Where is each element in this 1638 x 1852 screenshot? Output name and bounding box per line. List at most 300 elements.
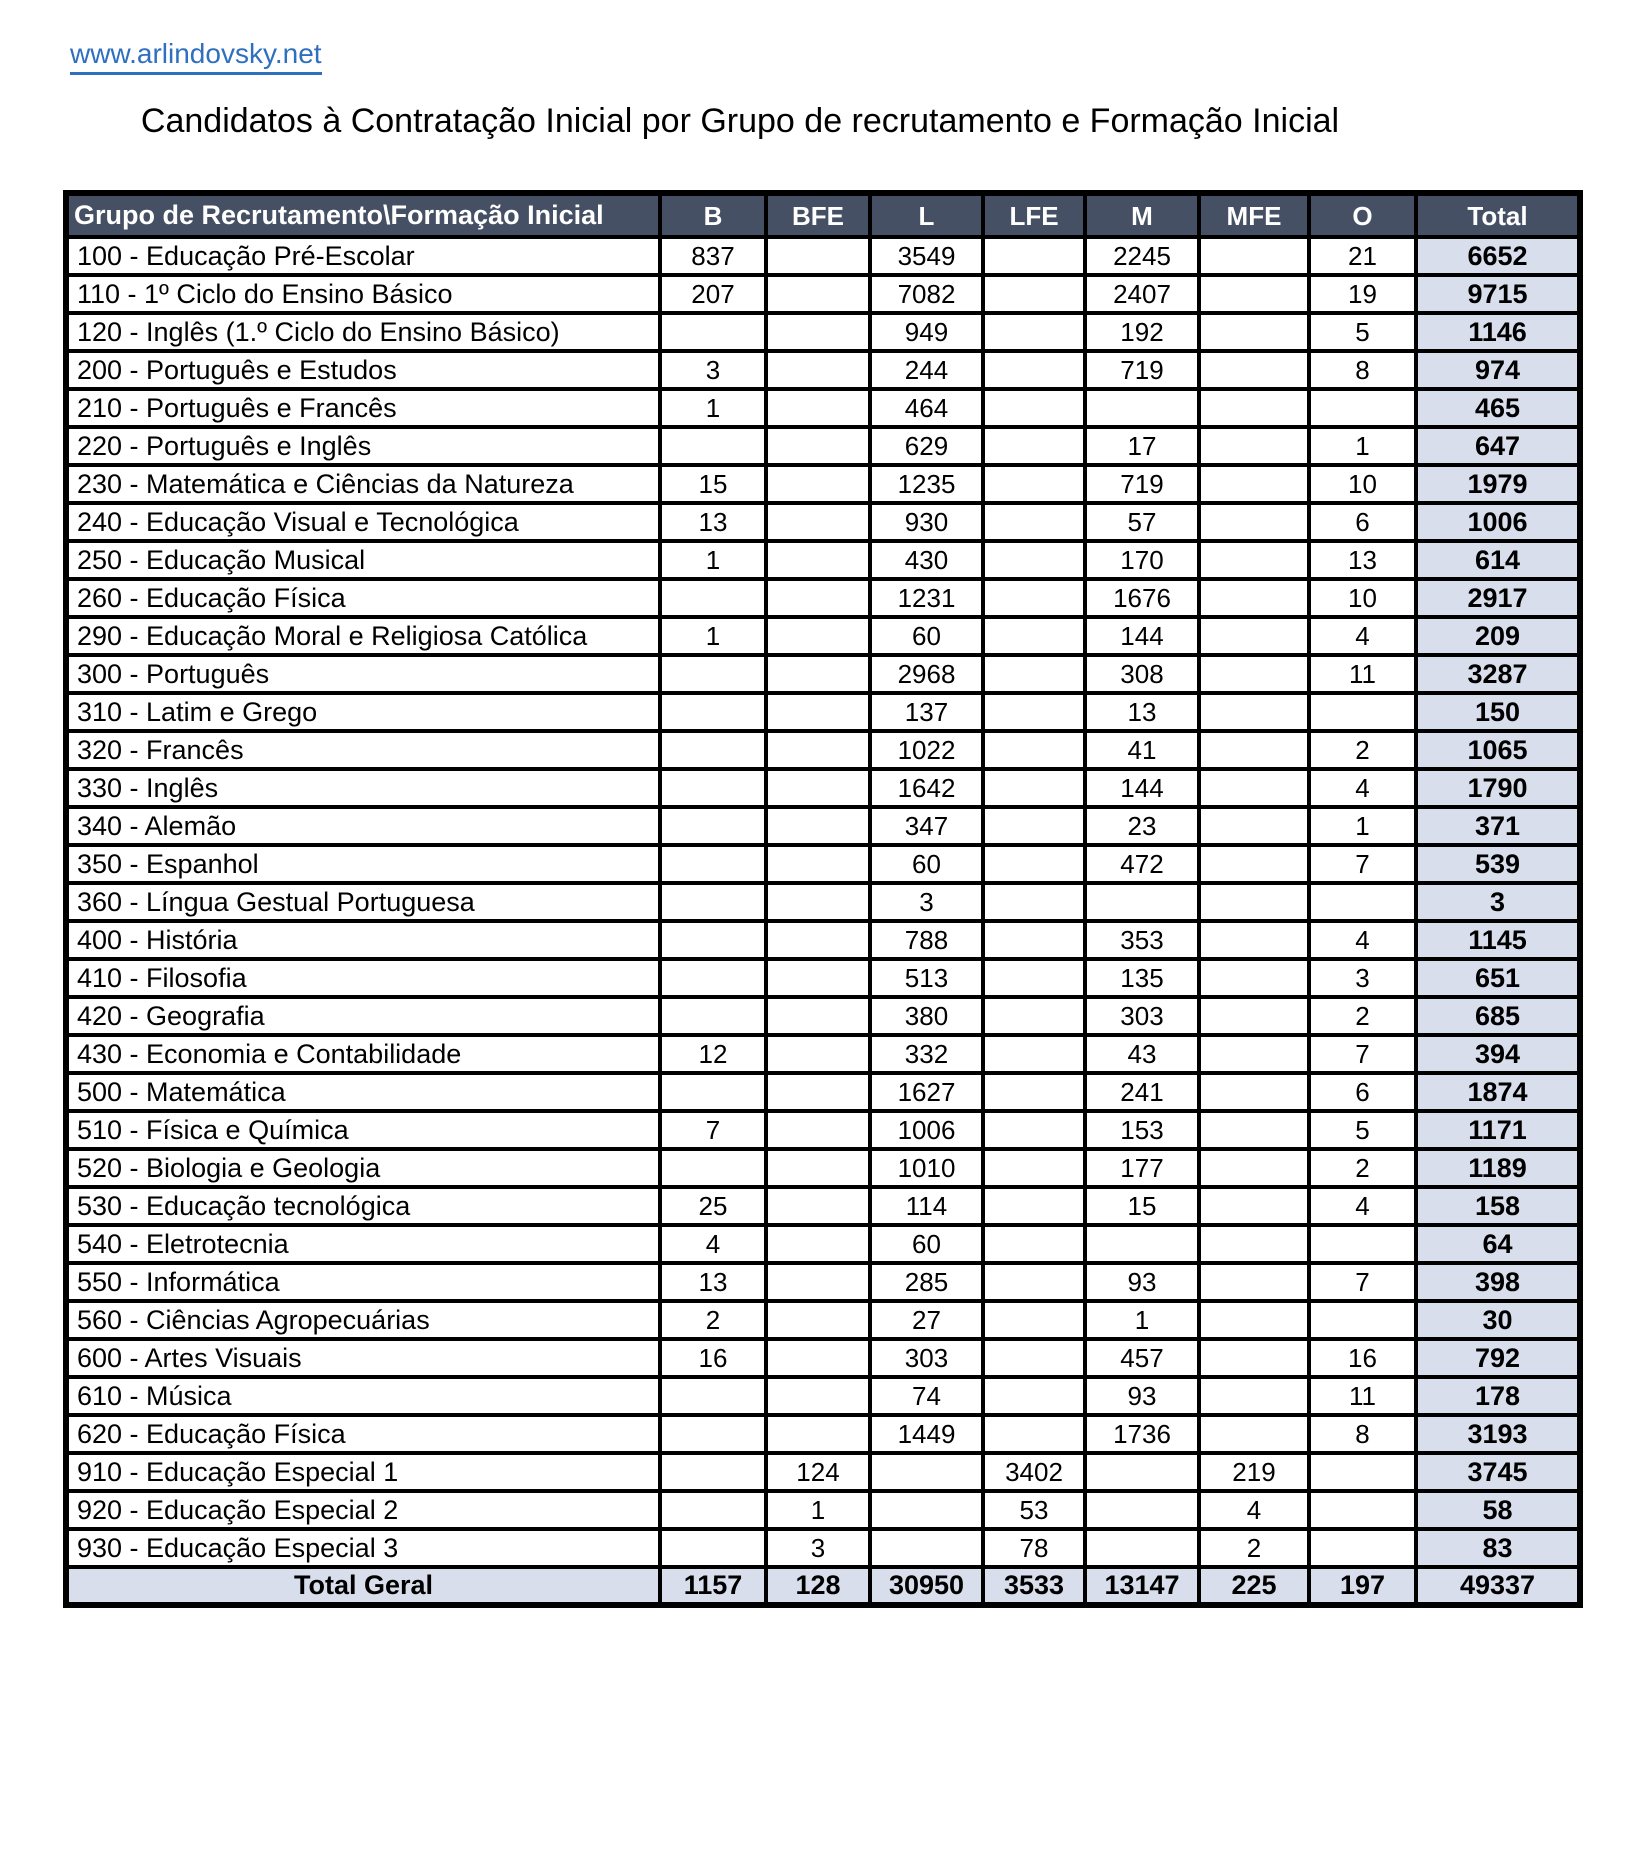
value-cell [766, 1187, 870, 1225]
value-cell [983, 731, 1085, 769]
value-cell: 3 [1309, 959, 1416, 997]
value-cell: 93 [1085, 1377, 1199, 1415]
value-cell: 144 [1085, 617, 1199, 655]
row-total-cell: 3 [1416, 883, 1580, 921]
row-label: 930 - Educação Especial 3 [66, 1529, 660, 1567]
value-cell [766, 997, 870, 1035]
candidates-table [63, 190, 1583, 1608]
row-label: 310 - Latim e Grego [66, 693, 660, 731]
value-cell [1199, 1339, 1309, 1377]
row-label: 360 - Língua Gestual Portuguesa [66, 883, 660, 921]
value-cell: 1449 [870, 1415, 983, 1453]
value-cell [983, 1187, 1085, 1225]
value-cell: 153 [1085, 1111, 1199, 1149]
value-cell: 11 [1309, 655, 1416, 693]
value-cell [766, 1073, 870, 1111]
value-cell: 7 [660, 1111, 766, 1149]
header-cell-total: Total [1416, 193, 1580, 237]
value-cell: 13 [1085, 693, 1199, 731]
value-cell: 17 [1085, 427, 1199, 465]
value-cell [766, 693, 870, 731]
value-cell: 1 [766, 1491, 870, 1529]
row-label: 250 - Educação Musical [66, 541, 660, 579]
value-cell: 2 [1309, 1149, 1416, 1187]
value-cell: 60 [870, 1225, 983, 1263]
row-total-cell: 614 [1416, 541, 1580, 579]
value-cell: 43 [1085, 1035, 1199, 1073]
value-cell [983, 237, 1085, 275]
row-label: 330 - Inglês [66, 769, 660, 807]
value-cell: 60 [870, 617, 983, 655]
value-cell [766, 1415, 870, 1453]
value-cell [983, 427, 1085, 465]
row-total-cell: 178 [1416, 1377, 1580, 1415]
value-cell: 3 [766, 1529, 870, 1567]
value-cell [766, 731, 870, 769]
value-cell [1085, 1529, 1199, 1567]
value-cell [660, 845, 766, 883]
value-cell [660, 921, 766, 959]
value-cell: 1231 [870, 579, 983, 617]
value-cell [1309, 1491, 1416, 1529]
value-cell: 1 [660, 541, 766, 579]
value-cell: 930 [870, 503, 983, 541]
table-row [66, 883, 1580, 921]
value-cell [1199, 1073, 1309, 1111]
row-label: 240 - Educação Visual e Tecnológica [66, 503, 660, 541]
value-cell [1309, 1453, 1416, 1491]
value-cell: 219 [1199, 1453, 1309, 1491]
row-total-cell: 792 [1416, 1339, 1580, 1377]
value-cell [766, 465, 870, 503]
value-cell [766, 579, 870, 617]
value-cell: 7 [1309, 845, 1416, 883]
value-cell: 1006 [870, 1111, 983, 1149]
site-link[interactable]: www.arlindovsky.net [70, 38, 322, 75]
value-cell [766, 807, 870, 845]
value-cell: 8 [1309, 1415, 1416, 1453]
value-cell [1199, 1263, 1309, 1301]
row-label: 510 - Física e Química [66, 1111, 660, 1149]
value-cell: 2407 [1085, 275, 1199, 313]
value-cell: 93 [1085, 1263, 1199, 1301]
value-cell [1199, 465, 1309, 503]
value-cell [983, 389, 1085, 427]
value-cell: 837 [660, 237, 766, 275]
row-total-cell: 1979 [1416, 465, 1580, 503]
value-cell: 788 [870, 921, 983, 959]
row-label: 560 - Ciências Agropecuárias [66, 1301, 660, 1339]
row-total-cell: 9715 [1416, 275, 1580, 313]
table-row [66, 1035, 1580, 1073]
value-cell [766, 313, 870, 351]
row-total-cell: 1874 [1416, 1073, 1580, 1111]
value-cell [983, 1073, 1085, 1111]
value-cell [766, 1225, 870, 1263]
value-cell [1199, 503, 1309, 541]
value-cell: 10 [1309, 579, 1416, 617]
value-cell: 457 [1085, 1339, 1199, 1377]
value-cell [983, 579, 1085, 617]
value-cell: 12 [660, 1035, 766, 1073]
value-cell: 472 [1085, 845, 1199, 883]
value-cell [1199, 579, 1309, 617]
value-cell [1199, 693, 1309, 731]
row-label: 610 - Música [66, 1377, 660, 1415]
table-row [66, 313, 1580, 351]
value-cell: 347 [870, 807, 983, 845]
value-cell: 197 [1309, 1567, 1416, 1605]
row-label: 410 - Filosofia [66, 959, 660, 997]
value-cell [1199, 351, 1309, 389]
value-cell: 5 [1309, 1111, 1416, 1149]
value-cell [766, 275, 870, 313]
value-cell [1199, 1377, 1309, 1415]
value-cell [766, 541, 870, 579]
row-label: 530 - Educação tecnológica [66, 1187, 660, 1225]
value-cell [766, 1301, 870, 1339]
table-row [66, 731, 1580, 769]
value-cell: 244 [870, 351, 983, 389]
value-cell [1309, 883, 1416, 921]
row-label: 210 - Português e Francês [66, 389, 660, 427]
table-row [66, 1339, 1580, 1377]
value-cell: 19 [1309, 275, 1416, 313]
value-cell: 2968 [870, 655, 983, 693]
header-cell-mfe: MFE [1199, 193, 1309, 237]
value-cell: 2 [660, 1301, 766, 1339]
row-total-cell: 394 [1416, 1035, 1580, 1073]
row-label: 910 - Educação Especial 1 [66, 1453, 660, 1491]
value-cell: 4 [1309, 921, 1416, 959]
header-cell-b: B [660, 193, 766, 237]
value-cell [1199, 1035, 1309, 1073]
value-cell: 41 [1085, 731, 1199, 769]
row-label: 350 - Espanhol [66, 845, 660, 883]
value-cell: 719 [1085, 465, 1199, 503]
header-cell-m: M [1085, 193, 1199, 237]
value-cell: 1 [1309, 807, 1416, 845]
value-cell [983, 617, 1085, 655]
value-cell: 3 [870, 883, 983, 921]
value-cell [766, 655, 870, 693]
value-cell: 74 [870, 1377, 983, 1415]
value-cell [1309, 1301, 1416, 1339]
value-cell [983, 465, 1085, 503]
value-cell: 11 [1309, 1377, 1416, 1415]
table-row [66, 465, 1580, 503]
table-row [66, 807, 1580, 845]
value-cell [1199, 389, 1309, 427]
value-cell [766, 237, 870, 275]
value-cell: 16 [660, 1339, 766, 1377]
table-row [66, 1491, 1580, 1529]
header-cell-lfe: LFE [983, 193, 1085, 237]
value-cell [983, 541, 1085, 579]
value-cell: 78 [983, 1529, 1085, 1567]
row-total-cell: 647 [1416, 427, 1580, 465]
value-cell [766, 427, 870, 465]
row-label: 230 - Matemática e Ciências da Natureza [66, 465, 660, 503]
value-cell [1199, 1225, 1309, 1263]
value-cell: 10 [1309, 465, 1416, 503]
value-cell: 464 [870, 389, 983, 427]
value-cell: 1 [660, 389, 766, 427]
value-cell: 1235 [870, 465, 983, 503]
value-cell: 135 [1085, 959, 1199, 997]
value-cell: 2245 [1085, 237, 1199, 275]
value-cell [1199, 731, 1309, 769]
value-cell [660, 883, 766, 921]
value-cell: 7 [1309, 1263, 1416, 1301]
row-total-cell: 1065 [1416, 731, 1580, 769]
page-title: Candidatos à Contratação Inicial por Grupo de recrutamento e Formação Inicial [140, 102, 1340, 140]
value-cell: 1 [1309, 427, 1416, 465]
row-total-cell: 158 [1416, 1187, 1580, 1225]
value-cell [660, 731, 766, 769]
value-cell [1199, 237, 1309, 275]
row-total-cell: 49337 [1416, 1567, 1580, 1605]
value-cell: 2 [1309, 997, 1416, 1035]
value-cell [983, 313, 1085, 351]
value-cell: 1642 [870, 769, 983, 807]
value-cell [1199, 427, 1309, 465]
value-cell: 27 [870, 1301, 983, 1339]
value-cell: 13 [660, 503, 766, 541]
value-cell [660, 1377, 766, 1415]
value-cell [870, 1453, 983, 1491]
value-cell [660, 313, 766, 351]
value-cell [983, 883, 1085, 921]
value-cell: 13147 [1085, 1567, 1199, 1605]
value-cell: 949 [870, 313, 983, 351]
row-label: 300 - Português [66, 655, 660, 693]
value-cell: 15 [660, 465, 766, 503]
value-cell [766, 1149, 870, 1187]
value-cell: 8 [1309, 351, 1416, 389]
value-cell [983, 921, 1085, 959]
table-row [66, 1415, 1580, 1453]
value-cell: 430 [870, 541, 983, 579]
row-label: 520 - Biologia e Geologia [66, 1149, 660, 1187]
row-label: 620 - Educação Física [66, 1415, 660, 1453]
row-total-cell: 465 [1416, 389, 1580, 427]
table-row [66, 1149, 1580, 1187]
table-row [66, 579, 1580, 617]
value-cell [766, 1339, 870, 1377]
value-cell [983, 997, 1085, 1035]
value-cell [766, 1377, 870, 1415]
value-cell: 13 [660, 1263, 766, 1301]
value-cell [660, 1149, 766, 1187]
value-cell [983, 1035, 1085, 1073]
value-cell [983, 845, 1085, 883]
value-cell: 128 [766, 1567, 870, 1605]
value-cell [1199, 275, 1309, 313]
row-label: 500 - Matemática [66, 1073, 660, 1111]
value-cell [983, 351, 1085, 389]
table-row [66, 1377, 1580, 1415]
row-label: 100 - Educação Pré-Escolar [66, 237, 660, 275]
value-cell [983, 1301, 1085, 1339]
row-total-cell: 371 [1416, 807, 1580, 845]
value-cell [660, 1415, 766, 1453]
grand-total-label: Total Geral [66, 1567, 660, 1605]
table-row [66, 921, 1580, 959]
value-cell: 7 [1309, 1035, 1416, 1073]
value-cell [1199, 313, 1309, 351]
value-cell [660, 427, 766, 465]
row-label: 200 - Português e Estudos [66, 351, 660, 389]
row-total-cell: 30 [1416, 1301, 1580, 1339]
value-cell [1085, 1491, 1199, 1529]
value-cell: 1022 [870, 731, 983, 769]
value-cell [766, 503, 870, 541]
value-cell: 303 [1085, 997, 1199, 1035]
value-cell [1199, 921, 1309, 959]
header-cell-o: O [1309, 193, 1416, 237]
value-cell: 3402 [983, 1453, 1085, 1491]
row-total-cell: 3287 [1416, 655, 1580, 693]
value-cell [1085, 389, 1199, 427]
value-cell: 53 [983, 1491, 1085, 1529]
value-cell: 57 [1085, 503, 1199, 541]
value-cell [1085, 883, 1199, 921]
value-cell: 1736 [1085, 1415, 1199, 1453]
value-cell: 6 [1309, 1073, 1416, 1111]
table-row [66, 351, 1580, 389]
table-row [66, 693, 1580, 731]
value-cell: 4 [660, 1225, 766, 1263]
value-cell [983, 1377, 1085, 1415]
value-cell [1199, 769, 1309, 807]
value-cell [660, 959, 766, 997]
value-cell: 1 [1085, 1301, 1199, 1339]
row-total-cell: 6652 [1416, 237, 1580, 275]
table-row [66, 1111, 1580, 1149]
table-row [66, 1529, 1580, 1567]
value-cell [983, 1339, 1085, 1377]
table-row [66, 655, 1580, 693]
value-cell [983, 959, 1085, 997]
header-row [66, 193, 1580, 237]
value-cell: 1627 [870, 1073, 983, 1111]
value-cell [870, 1491, 983, 1529]
value-cell [983, 807, 1085, 845]
value-cell [660, 655, 766, 693]
value-cell: 3533 [983, 1567, 1085, 1605]
row-label: 110 - 1º Ciclo do Ensino Básico [66, 275, 660, 313]
value-cell [1199, 807, 1309, 845]
row-total-cell: 1145 [1416, 921, 1580, 959]
header-cell-l: L [870, 193, 983, 237]
value-cell [983, 503, 1085, 541]
value-cell [983, 769, 1085, 807]
value-cell: 3 [660, 351, 766, 389]
table-row [66, 503, 1580, 541]
value-cell: 285 [870, 1263, 983, 1301]
row-total-cell: 150 [1416, 693, 1580, 731]
row-label: 320 - Francês [66, 731, 660, 769]
row-total-cell: 83 [1416, 1529, 1580, 1567]
value-cell [766, 351, 870, 389]
value-cell: 177 [1085, 1149, 1199, 1187]
row-total-cell: 1146 [1416, 313, 1580, 351]
value-cell: 137 [870, 693, 983, 731]
value-cell [1199, 1111, 1309, 1149]
value-cell: 1 [660, 617, 766, 655]
row-total-cell: 685 [1416, 997, 1580, 1035]
table-row [66, 769, 1580, 807]
value-cell: 4 [1199, 1491, 1309, 1529]
table-row [66, 541, 1580, 579]
value-cell: 170 [1085, 541, 1199, 579]
value-cell [660, 807, 766, 845]
value-cell [1309, 1225, 1416, 1263]
table-row [66, 1453, 1580, 1491]
value-cell [983, 275, 1085, 313]
row-total-cell: 209 [1416, 617, 1580, 655]
value-cell [1199, 655, 1309, 693]
value-cell: 6 [1309, 503, 1416, 541]
value-cell [1199, 845, 1309, 883]
value-cell [766, 883, 870, 921]
table-row [66, 617, 1580, 655]
row-label: 600 - Artes Visuais [66, 1339, 660, 1377]
value-cell: 3549 [870, 237, 983, 275]
value-cell [660, 769, 766, 807]
table-row [66, 237, 1580, 275]
value-cell: 1676 [1085, 579, 1199, 617]
value-cell [1199, 1187, 1309, 1225]
row-total-cell: 58 [1416, 1491, 1580, 1529]
value-cell: 629 [870, 427, 983, 465]
table-row [66, 845, 1580, 883]
value-cell [983, 1149, 1085, 1187]
table-row [66, 997, 1580, 1035]
value-cell [983, 1263, 1085, 1301]
value-cell [1085, 1225, 1199, 1263]
row-label: 260 - Educação Física [66, 579, 660, 617]
value-cell [1085, 1453, 1199, 1491]
value-cell [766, 1035, 870, 1073]
value-cell [1199, 1415, 1309, 1453]
value-cell [660, 1453, 766, 1491]
value-cell: 719 [1085, 351, 1199, 389]
row-label: 220 - Português e Inglês [66, 427, 660, 465]
value-cell [766, 1111, 870, 1149]
row-label: 420 - Geografia [66, 997, 660, 1035]
value-cell [660, 693, 766, 731]
value-cell: 7082 [870, 275, 983, 313]
value-cell: 144 [1085, 769, 1199, 807]
value-cell: 25 [660, 1187, 766, 1225]
table-row [66, 959, 1580, 997]
value-cell: 380 [870, 997, 983, 1035]
value-cell: 303 [870, 1339, 983, 1377]
table-row [66, 1073, 1580, 1111]
value-cell: 5 [1309, 313, 1416, 351]
value-cell [983, 1225, 1085, 1263]
value-cell: 4 [1309, 1187, 1416, 1225]
table-row [66, 1225, 1580, 1263]
value-cell: 21 [1309, 237, 1416, 275]
header-cell-bfe: BFE [766, 193, 870, 237]
value-cell: 60 [870, 845, 983, 883]
value-cell [1199, 541, 1309, 579]
value-cell [1199, 1149, 1309, 1187]
value-cell [1199, 959, 1309, 997]
